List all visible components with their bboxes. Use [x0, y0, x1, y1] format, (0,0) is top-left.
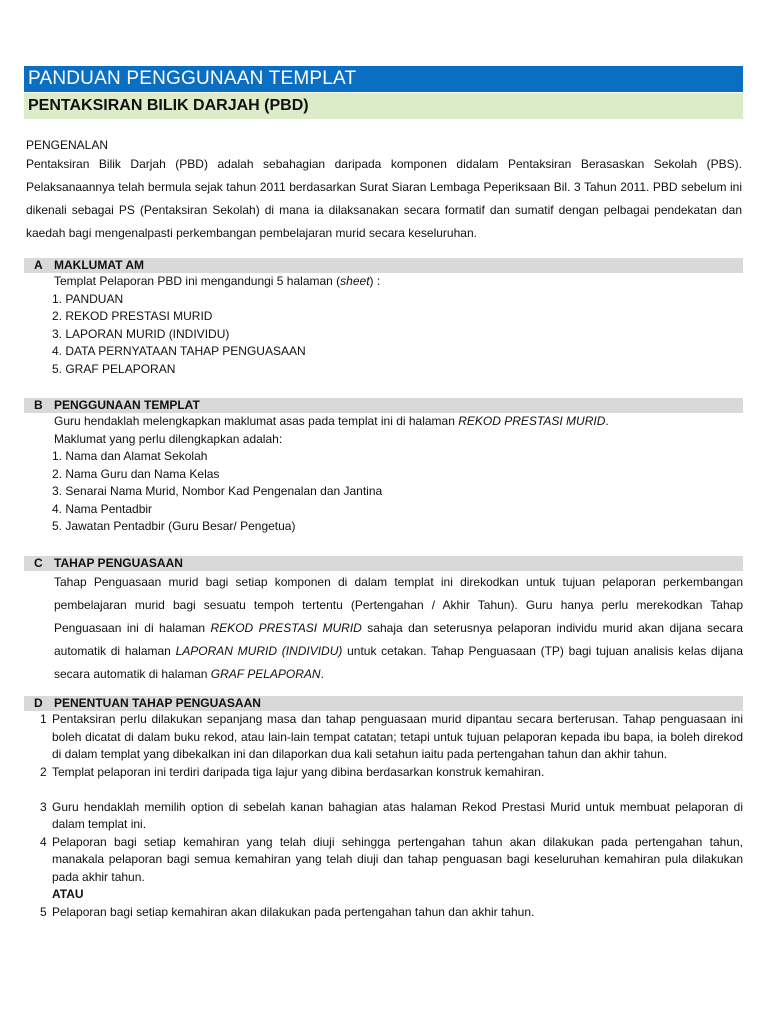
- text-run: Tahap Penguasaan murid bagi setiap komponen di dalam templat ini direkodkan untuk tujuan pelaporan perkembangan pembelajaran murid bagi sesuatu tempoh tertentu (Pertengahan / Akhir Tahun). Guru hanya perlu merekodkan Tahap Penguasaan ini di halaman: [54, 575, 743, 635]
- section-d-header: [24, 696, 743, 711]
- section-b-line1: [24, 413, 743, 431]
- text-run-italic: REKOD PRESTASI MURID: [210, 621, 362, 635]
- list-item: 1. Nama dan Alamat Sekolah: [52, 449, 208, 463]
- item-text: Pelaporan bagi setiap kemahiran akan dilakukan pada pertengahan tahun dan akhir tahun.: [52, 904, 535, 919]
- list-item: 5. GRAF PELAPORAN: [52, 361, 176, 376]
- intro-heading: PENGENALAN: [26, 138, 109, 152]
- section-title: MAKLUMAT AM: [54, 258, 144, 272]
- section-c-paragraph: [24, 571, 743, 686]
- intro-section: [26, 137, 742, 245]
- list-item: 3. Senarai Nama Murid, Nombor Kad Pengenalan dan Jantina: [52, 484, 383, 498]
- list-item: 4. DATA PERNYATAAN TAHAP PENGUASAAN: [52, 344, 306, 358]
- item-number: 4: [40, 834, 47, 849]
- list-item: 2. REKOD PRESTASI MURID: [52, 309, 213, 323]
- item-text: Pentaksiran perlu dilakukan sepanjang masa dan tahap penguasaan murid dipantau secara berterusan. Tahap penguasaan ini boleh dicatat di dalam buku rekod, atau lain-lain tempat catatan; tetapi untuk tujuan pelaporan kepada ibu bapa, ia boleh direkod di dalam templat yang dibekalkan ini dan dilaporkan dua kali setahun iaitu pada pertengahan tahun dan akhir tahun.: [52, 712, 743, 761]
- text-run-italic: GRAF PELAPORAN: [210, 667, 321, 681]
- text-run: ) :: [369, 274, 381, 288]
- numbered-item: [24, 711, 743, 764]
- section-title: PENENTUAN TAHAP PENGUASAAN: [54, 696, 261, 710]
- numbered-item: [24, 834, 743, 887]
- text-run-italic: REKOD PRESTASI MURID: [458, 414, 606, 428]
- item-text: Templat pelaporan ini terdiri daripada tiga lajur yang dibina berdasarkan konstruk kemahiran.: [52, 764, 545, 779]
- text-run: Templat Pelaporan PBD ini mengandungi 5 halaman (: [54, 274, 341, 288]
- list-item: 3. LAPORAN MURID (INDIVIDU): [52, 326, 230, 341]
- list-item: 1. PANDUAN: [52, 291, 124, 306]
- item-number: 1: [40, 712, 47, 726]
- section-a: [24, 258, 743, 378]
- section-letter: C: [34, 556, 43, 570]
- section-c-header: [24, 556, 743, 571]
- text-run-italic: LAPORAN MURID (INDIVIDU): [175, 644, 343, 658]
- document-subtitle: PENTAKSIRAN BILIK DARJAH (PBD): [24, 92, 743, 119]
- text-run: .: [320, 667, 324, 681]
- item-number: 2: [40, 764, 47, 779]
- item-number: 5: [40, 904, 47, 919]
- section-letter: B: [34, 398, 43, 412]
- section-a-header: [24, 258, 743, 273]
- text-run-italic: sheet: [340, 274, 370, 288]
- section-c: [24, 556, 743, 686]
- section-b: [24, 398, 743, 536]
- list-item: 4. Nama Pentadbir: [52, 501, 153, 516]
- text-run: untuk cetakan. Tahap Penguasaan (TP) bagi tujuan analisis kelas dijana secara automatik di halaman: [54, 644, 743, 681]
- document-title: PANDUAN PENGGUNAAN TEMPLAT: [24, 66, 743, 92]
- text-run: .: [605, 414, 609, 428]
- spacer: [24, 781, 743, 799]
- list-item: 5. Jawatan Pentadbir (Guru Besar/ Pengetua): [52, 519, 296, 533]
- document-page: [24, 66, 744, 919]
- text-run: sahaja dan seterusnya pelaporan individu murid akan dijana secara automatik di halaman: [54, 621, 744, 658]
- item-text: Pelaporan bagi setiap kemahiran yang telah diuji sehingga pertengahan tahun akan dilakukan pada pertengahan tahun, manakala pelaporan bagi semua kemahiran yang telah diuji dan tahap penguasan bagi keseluruhan kemahiran pula dilakukan pada akhir tahun.: [52, 834, 743, 884]
- text-run: Guru hendaklah melengkapkan maklumat asas pada templat ini di halaman: [54, 414, 459, 428]
- section-letter: D: [34, 696, 43, 710]
- numbered-item: [24, 904, 743, 922]
- numbered-item: [24, 764, 743, 782]
- section-title: PENGGUNAAN TEMPLAT: [54, 398, 200, 412]
- list-item: 2. Nama Guru dan Nama Kelas: [52, 466, 220, 481]
- section-b-line2: Maklumat yang perlu dilengkapkan adalah:: [54, 431, 283, 446]
- atau-label: ATAU: [52, 887, 84, 901]
- section-d: [24, 696, 743, 921]
- intro-paragraph: Pentaksiran Bilik Darjah (PBD) adalah sebahagian daripada komponen didalam Pentaksiran Berasaskan Sekolah (PBS). Pelaksanaannya telah bermula sejak tahun 2011 berdasarkan Surat Siaran Lembaga Peperiksaan Bil. 3 Tahun 2011. PBD sebelum ini dikenali sebagai PS (Pentaksiran Sekolah) di mana ia dilaksanakan secara formatif dan sumatif dengan pelbagai pendekatan dan kaedah bagi mengenalpasti perkembangan pembelajaran murid secara keseluruhan.: [26, 157, 742, 240]
- section-b-header: [24, 398, 743, 413]
- section-a-intro: [24, 273, 743, 291]
- numbered-item: [24, 799, 743, 834]
- section-letter: A: [34, 258, 43, 272]
- item-text: Guru hendaklah memilih option di sebelah kanan bahagian atas halaman Rekod Prestasi Murid untuk membuat pelaporan di dalam templat ini.: [52, 799, 743, 831]
- section-title: TAHAP PENGUASAAN: [54, 556, 183, 570]
- item-number: 3: [40, 799, 47, 814]
